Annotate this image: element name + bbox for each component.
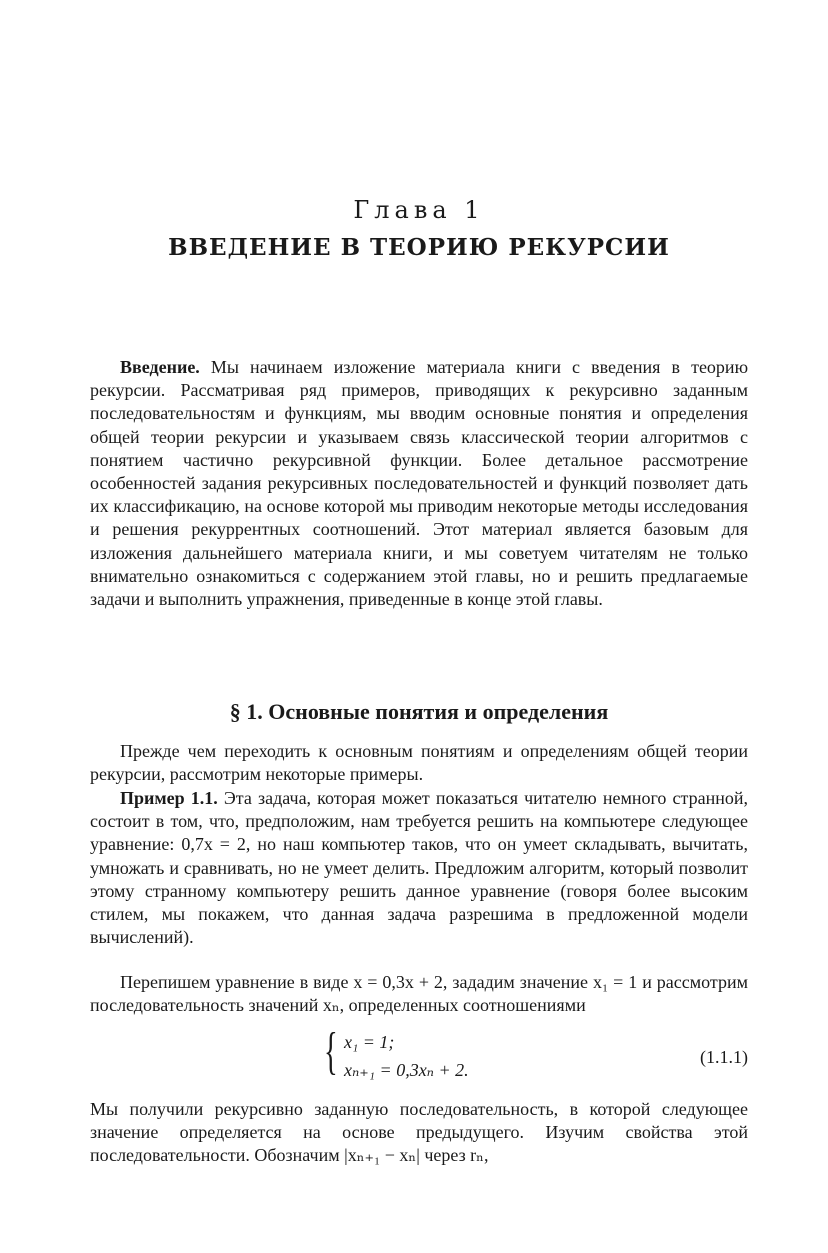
equation-number: (1.1.1)	[700, 1047, 748, 1067]
equation-line-1: x₁ = 1;	[344, 1032, 395, 1052]
intro-paragraph	[90, 356, 748, 611]
intro-text: Мы начинаем изложение материала книги с введения в теорию рекурсии. Рассматривая ряд примеров, приводящих к рекурсивно заданным последовательностям и функциям, мы вводим основные понятия и определения общей теории рекурсии и указываем связь классической теории алгоритмов с понятием частично рекурсивной функции. Более детальное рассмотрение особенностей задания рекурсивных последовательностей и функций позволяет дать их классификацию, на основе которой мы приводим некоторые методы исследования и решения рекуррентных соотношений. Этот материал является базовым для изложения дальнейшего материала книги, и мы советуем читателям не только внимательно ознакомиться с содержанием этой главы, но и решить предлагаемые задачи и выполнить упражнения, приведенные в конце этой главы.	[90, 357, 749, 610]
section-title: § 1. Основные понятия и определения	[229, 699, 609, 724]
paragraph-1: Прежде чем переходить к основным понятиям и определениям общей теории рекурсии, рассмотрим некоторые примеры.	[90, 741, 748, 785]
intro-lead: Введение.	[120, 357, 200, 377]
equation-line-2: xₙ₊₁ = 0,3xₙ + 2.	[344, 1060, 469, 1080]
chapter-title: ВВЕДЕНИЕ В ТЕОРИЮ РЕКУРСИИ	[168, 234, 670, 261]
example-lead: Пример 1.1.	[120, 788, 218, 808]
chapter-label: Глава 1	[353, 196, 485, 224]
example-paragraph	[90, 787, 748, 949]
paragraph-4: Мы получили рекурсивно заданную последовательность, в которой следующее значение определяется на основе предыдущего. Изучим свойства этой последовательности. Обозначим |xₙ₊₁ − xₙ| через rₙ,	[90, 1099, 748, 1166]
paragraph-3: Перепишем уравнение в виде x = 0,3x + 2, зададим значение x₁ = 1 и рассмотрим последовательность значений xₙ, определенных соотношениями	[90, 972, 748, 1016]
example-text: Эта задача, которая может показаться читателю немного странной, состоит в том, что, предположим, нам требуется решить на компьютере следующее уравнение: 0,7x = 2, но наш компьютер таков, что он умеет складывать, вычитать, умножать и сравнивать, но не умеет делить. Предложим алгоритм, который позволит этому странному компьютеру решить данное уравнение (говоря более высоким стилем, мы покажем, что данная задача разрешима в предложенной модели вычислений).	[90, 788, 748, 948]
brace-icon: {	[324, 1023, 338, 1080]
